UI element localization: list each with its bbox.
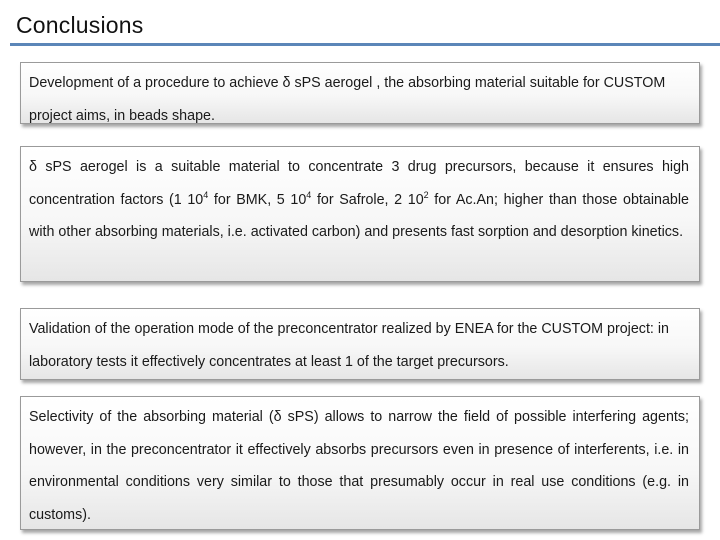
slide-title: Conclusions <box>16 12 144 38</box>
exponent-bmk: 4 <box>203 189 209 200</box>
conclusion-text-2-part1: δ sPS aerogel is a suitable material to concentrate 3 drug precursors, because it ensures high concentration factors (1 10 <box>29 159 689 208</box>
conclusion-text-1: Development of a procedure to achieve δ sPS aerogel , the absorbing material suitable for CUSTOM project aims, in beads shape. <box>29 75 666 124</box>
conclusion-text-3: Validation of the operation mode of the preconcentrator realized by ENEA for the CUSTOM project: in laboratory tests it effectively concentrates at least 1 of the target precursors. <box>29 321 669 370</box>
conclusion-text-2-part3: for Safrole, 2 10 <box>311 191 424 208</box>
conclusion-text-2-part4: for Ac.An; higher than those obtainable with other absorbing materials, i.e. activated carbon) and presents fast sorption and desorption kinetics. <box>29 191 689 240</box>
conclusion-text-4: Selectivity of the absorbing material (δ sPS) allows to narrow the field of possible interfering agents; however, in the preconcentrator it effectively absorbs precursors even in presence of interferents, i.e. in environmental conditions very similar to those that presumably occur in real use conditions (e.g. in customs). <box>29 409 689 523</box>
conclusion-text-2-part2: for BMK, 5 10 <box>208 191 307 208</box>
title-underline <box>10 43 720 46</box>
exponent-safrole: 4 <box>306 189 312 200</box>
conclusion-box-1 <box>20 62 700 124</box>
conclusion-box-4 <box>20 396 700 530</box>
conclusion-box-3 <box>20 308 700 380</box>
conclusion-box-2 <box>20 146 700 282</box>
exponent-acan: 2 <box>423 189 429 200</box>
